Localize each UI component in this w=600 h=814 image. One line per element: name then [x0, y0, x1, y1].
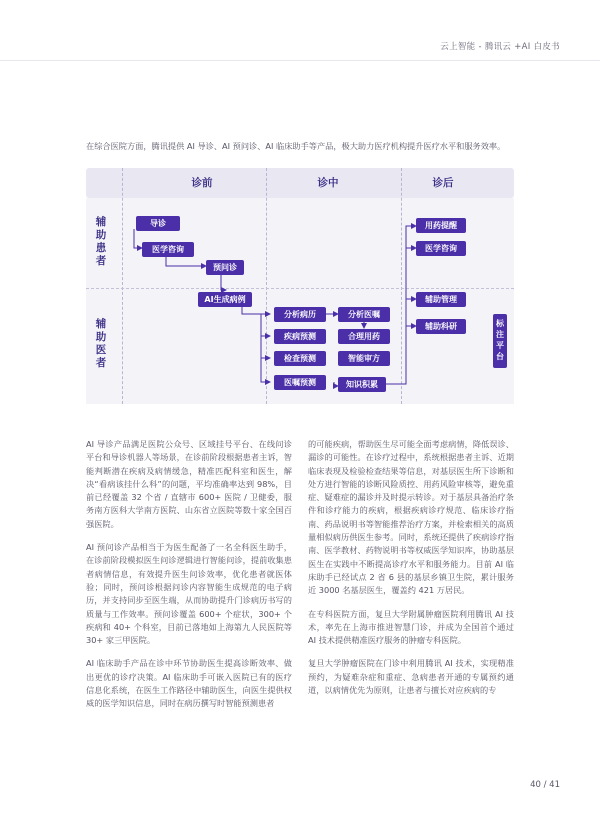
arrow-knowledge-up [386, 226, 416, 384]
box-assist-manage: 辅助管理 [416, 292, 466, 307]
right-column [308, 438, 514, 707]
box-drug-reminder: 用药提醒 [416, 218, 466, 233]
arrow-guide-consult [134, 229, 142, 248]
paragraph: 的可能疾病，帮助医生尽可能全面考虑病情，降低误诊、漏诊的可能性。在诊疗过程中，系统根据患者主诉、近期临床表现及检验检查结果等信息，对基层医生所下诊断和处方进行智能的诊断风险质控、用药风险审核等，避免重症、疑难症的漏诊并及时提示转诊。对于基层具备治疗条件和诊疗能力的疾病，根据疾病诊疗规范、临床诊疗指南、药品说明书等智能推荐治疗方案，并检索相关的高质量相似病历供医生参考。同时，系统还提供了疾病诊疗指南、医学教材、药物说明书等权威医学知识库，协助基层医生在实践中不断提高诊疗水平和服务能力。目前 AI 临床助手已经试点 2 省 6 县的基层乡镇卫生院，累计服务近 3000 名基层医生，覆盖约 421 万居民。 [308, 439, 514, 596]
box-knowledge: 知识积累 [338, 377, 386, 392]
phase-pre: 诊前 [191, 177, 213, 189]
box-medical-consult: 医学咨询 [142, 242, 194, 257]
left-column [86, 438, 292, 721]
intro-paragraph: 在综合医院方面，腾讯提供 AI 导诊、AI 预问诊、AI 临床助手等产品，极大助力医疗机构提升医疗水平和服务效率。 [86, 141, 506, 151]
paragraph: 在专科医院方面，复旦大学附属肿瘤医院利用腾讯 AI 技术，率先在上海市推进智慧门诊，并成为全国首个通过 AI 技术提供精准医疗服务的肿瘤专科医院。 [308, 608, 514, 646]
paragraph: AI 导诊产品满足医院公众号、区域挂号平台、在线问诊平台和导诊机器人等场景，在诊前阶段根据患者主诉，智能判断潜在疾病及病情缓急，精准匹配科室和医生，解决“看病该挂什么科”的问题，平均准确率达到 98%，目前已经覆盖 32 个省 / 直辖市 600+ 医院 / 卫健委，服务南方医科大学南方医院、山东省立医院等数十家全国百强医院。 [86, 439, 292, 529]
phase-post: 诊后 [432, 177, 454, 189]
box-check-predict: 检查预测 [274, 351, 326, 366]
box-disease-predict: 疾病预测 [274, 329, 326, 344]
paragraph: AI 临床助手产品在诊中环节协助医生提高诊断效率、做出更优的诊疗决策。AI 临床助手可嵌入医院已有的医疗信息化系统，在医生工作路径中辅助医生，向医生提供权威的医学知识信息，同时在病历撰写时智能预测患者 [86, 658, 292, 709]
row-label-doctor: 辅助医者 [95, 318, 107, 369]
box-guide: 导诊 [136, 216, 180, 231]
row-label-patient: 辅助患者 [95, 216, 107, 267]
paragraph: 复旦大学肿瘤医院在门诊中利用腾讯 AI 技术，实现精准预约，为疑难杂症和重症、急病患者开通的专属预约通道，以病情优先为原则，让患者与擅长对应疾病的专 [308, 658, 514, 696]
box-standard-platform: 标注平台 [493, 314, 507, 368]
box-smart-review: 智能审方 [338, 351, 390, 366]
header-divider [0, 60, 600, 61]
arrow-preconsult-aicase [221, 274, 226, 290]
box-ai-case: AI生成病例 [198, 292, 252, 307]
arrow-branch-check [261, 336, 270, 358]
box-advice-predict: 医嘱预测 [274, 375, 326, 390]
arrow-connectors [86, 168, 514, 404]
box-pre-consult: 预问诊 [206, 260, 244, 275]
arrow-branch-advice [261, 358, 270, 382]
workflow-diagram [86, 168, 514, 404]
page-header: 云上智能 - 腾讯云 +AI 白皮书 [440, 42, 560, 52]
arrow-branch-disease [261, 314, 270, 336]
paragraph: AI 预问诊产品相当于为医生配备了一名全科医生助手，在诊前阶段模拟医生问诊逻辑进行智能问诊，提前收集患者病情信息，有效提升医生问诊效率，优化患者就医体验；同时，预问诊根据问诊内容智能生成规范的电子病历，并支持同步至医生端，从而协助提升门诊病历书写的质量与工作效率。预问诊覆盖 600+ 个症状，300+ 个疾病和 40+ 个科室，目前已落地如上海第九人民医院等 30+ 家三甲医院。 [86, 542, 292, 646]
page-number: 40 / 41 [530, 780, 560, 790]
box-analyze-case: 分析病历 [274, 307, 326, 322]
box-post-consult: 医学咨询 [416, 241, 466, 256]
box-analyze-advice: 分析医嘱 [338, 307, 390, 322]
arrow-consult-preconsult [166, 256, 206, 266]
phase-during: 诊中 [317, 177, 339, 189]
box-reasonable-drug: 合理用药 [338, 329, 390, 344]
box-assist-research: 辅助科研 [416, 319, 466, 334]
